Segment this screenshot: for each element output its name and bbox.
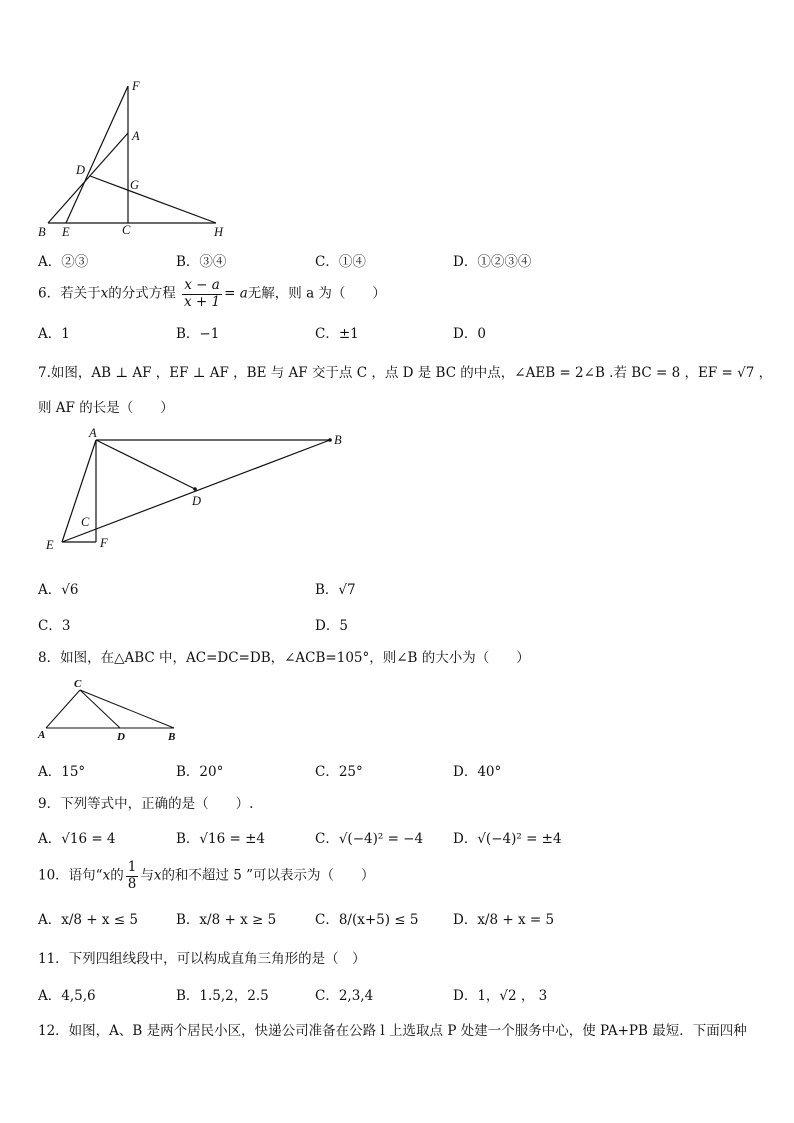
q7-option-c[interactable]: C．3: [38, 618, 71, 634]
label-B: B: [168, 731, 176, 743]
label-D: D: [76, 163, 86, 177]
figure-1: [30, 76, 230, 241]
label-A: A: [38, 729, 46, 741]
label-B: B: [38, 225, 46, 239]
q10-stem: 10．语句“x的 $\frac{1}{8}$ 与x的和不超过 5 ”可以表示为（ ）: [38, 859, 375, 892]
q10-option-c[interactable]: C．8/(x+5) ≤ 5: [315, 912, 419, 928]
q6-option-b[interactable]: B．−1: [176, 326, 220, 342]
q7-stem-line2: 则 AF 的长是（ ）: [38, 400, 174, 416]
q9-stem: 9．下列等式中，正确的是（ ）.: [38, 796, 254, 812]
q5-option-b[interactable]: B．③④: [176, 254, 227, 270]
q6-option-a[interactable]: A．1: [38, 326, 70, 342]
label-E: E: [62, 225, 70, 239]
q6-option-d[interactable]: D．0: [453, 326, 486, 342]
label-C: C: [74, 678, 82, 690]
q8-option-b[interactable]: B．20°: [176, 764, 224, 780]
label-G: G: [130, 178, 140, 192]
q7-option-b[interactable]: B．√7: [315, 582, 356, 598]
line-AE: [62, 440, 96, 542]
label-D: D: [192, 494, 202, 508]
line-AB: [48, 133, 128, 223]
label-H: H: [214, 225, 224, 239]
q5-option-a[interactable]: A．②③: [38, 254, 89, 270]
label-C: C: [81, 515, 90, 529]
q9-option-b[interactable]: B．√16 = ±4: [176, 831, 265, 847]
line-CA: [46, 690, 80, 728]
q8-stem: 8．如图，在△ABC 中，AC=DC=DB，∠ACB=105°，则∠B 的大小为（ ）: [38, 650, 530, 666]
q11-stem: 11．下列四组线段中，可以构成直角三角形的是（ ）: [38, 951, 366, 967]
q11-option-c[interactable]: C．2,3,4: [315, 988, 374, 1004]
label-B: B: [334, 433, 342, 447]
q6-stem: 6．若关于x的分式方程 $\frac{x - a}{x + 1}$ = a无解，则 a 为（ ）: [38, 277, 386, 310]
line-EB: [62, 440, 330, 542]
q5-option-d[interactable]: D．①②③④: [453, 254, 532, 270]
q11-option-a[interactable]: A．4,5,6: [38, 988, 96, 1004]
q11-option-b[interactable]: B．1.5,2，2.5: [176, 988, 269, 1004]
label-D: D: [117, 731, 125, 743]
q11-option-d[interactable]: D．1，√2 ， 3: [453, 988, 548, 1004]
q7-option-d[interactable]: D．5: [315, 618, 348, 634]
q5-option-c[interactable]: C．①④: [315, 254, 366, 270]
q12-stem: 12．如图，A、B 是两个居民小区，快递公司准备在公路 l 上选取点 P 处建一个服务中心，使 PA+PB 最短．下面四种: [38, 1023, 747, 1039]
line-FE: [66, 86, 128, 223]
label-A: A: [132, 129, 140, 143]
line-DH: [90, 176, 216, 223]
q6-option-c[interactable]: C．±1: [315, 326, 359, 342]
q7-stem-line1: 7.如图，AB ⊥ AF ，EF ⊥ AF ，BE 与 AF 交于点 C ，点 D 是 BC 的中点，∠AEB = 2∠B .若 BC = 8 ，EF = √7 ，: [38, 365, 773, 381]
line-CD: [80, 690, 120, 728]
figure-q8: [34, 676, 194, 746]
q10-fraction: $\frac{1}{8}$: [127, 859, 137, 892]
q7-option-a[interactable]: A．√6: [38, 582, 79, 598]
q10-option-a[interactable]: A．x/8 + x ≤ 5: [38, 912, 138, 928]
q8-option-a[interactable]: A．15°: [38, 764, 86, 780]
q10-option-b[interactable]: B．x/8 + x ≥ 5: [176, 912, 277, 928]
q8-option-c[interactable]: C．25°: [315, 764, 363, 780]
line-CB: [80, 690, 174, 728]
line-AD: [96, 440, 195, 489]
q9-option-d[interactable]: D．√(−4)² = ±4: [453, 831, 562, 847]
q6-fraction: $\frac{x - a}{x + 1}$: [184, 277, 221, 310]
label-F: F: [100, 536, 108, 550]
label-C: C: [122, 223, 131, 237]
label-E: E: [46, 538, 54, 552]
label-A: A: [89, 426, 97, 440]
q10-option-d[interactable]: D．x/8 + x = 5: [453, 912, 555, 928]
label-F: F: [132, 79, 140, 93]
q8-option-d[interactable]: D．40°: [453, 764, 502, 780]
q9-option-c[interactable]: C．√(−4)² = −4: [315, 831, 424, 847]
figure-q7: [40, 425, 360, 555]
q9-option-a[interactable]: A．√16 = 4: [38, 831, 116, 847]
